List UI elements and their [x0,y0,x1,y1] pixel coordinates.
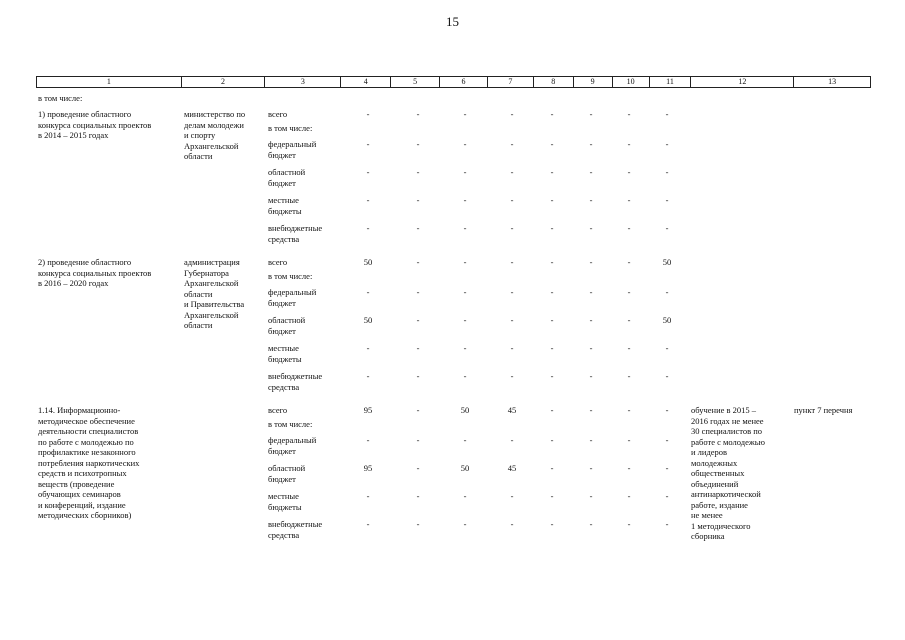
funding-value-cell: - [589,109,593,119]
funding-value-cell: - [510,257,514,267]
funding-value-cell: - [627,435,631,445]
funding-value-cell: - [366,109,370,119]
item-title-line: и конференций, издание [38,499,126,510]
executor-line: Архангельской [184,140,239,151]
funding-value-cell: - [589,287,593,297]
item-title-line: потребления наркотических [38,457,140,468]
funding-value-cell: - [416,287,420,297]
funding-value-cell: - [510,343,514,353]
funding-source-label: федеральный [268,287,317,297]
funding-value-cell: - [589,371,593,381]
funding-value-cell: - [463,371,467,381]
funding-value-cell: - [510,167,514,177]
funding-value-cell: - [510,223,514,233]
funding-value-cell: - [627,257,631,267]
funding-source-label: местные [268,491,299,501]
funding-source-label: всего [268,109,288,119]
funding-value-cell: - [665,139,669,149]
funding-source-label: бюджеты [268,205,302,216]
funding-value-cell: - [416,519,420,529]
funding-source-label: всего [268,257,288,267]
funding-value-cell: - [463,257,467,267]
funding-value-cell: - [665,519,669,529]
result-line: молодежных [691,457,738,468]
funding-source-label: в том числе: [268,123,313,133]
funding-value-cell: - [627,491,631,501]
funding-value-cell: - [627,167,631,177]
executor-line: области [184,151,213,161]
funding-value-cell: - [416,371,420,381]
funding-value-cell: 50 [662,315,672,325]
funding-source-label: средства [268,529,300,540]
funding-value-cell: - [665,109,669,119]
funding-value-cell: - [550,167,554,177]
funding-value-cell: 50 [363,257,373,267]
funding-value-cell: - [627,343,631,353]
funding-value-cell: - [665,167,669,177]
executor-line: администрация [184,257,240,267]
funding-value-cell: - [463,195,467,205]
funding-value-cell: - [366,223,370,233]
result-line: 30 специалистов по [691,426,763,436]
funding-value-cell: - [550,463,554,473]
funding-value-cell: - [665,435,669,445]
funding-value-cell: - [463,343,467,353]
funding-value-cell: - [589,435,593,445]
item-title-line: 2) проведение областного [38,257,132,267]
funding-value-cell: - [366,343,370,353]
funding-value-cell: - [627,223,631,233]
item-title-line: по работе с молодежью по [38,436,134,447]
funding-value-cell: - [627,287,631,297]
funding-source-label: областной [268,315,306,325]
funding-value-cell: 50 [460,463,470,473]
funding-value-cell: - [416,223,420,233]
funding-value-cell: - [463,519,467,529]
funding-value-cell: - [510,371,514,381]
funding-source-label: средства [268,381,300,392]
page-number: 15 [446,14,459,29]
item-title-line: в 2014 – 2015 годах [38,130,109,140]
funding-value-cell: - [463,109,467,119]
funding-value-cell: - [416,463,420,473]
result-line: 1 методического [691,520,751,531]
funding-value-cell: - [589,315,593,325]
funding-source-label: местные [268,195,299,205]
funding-value-cell: - [665,371,669,381]
funding-value-cell: - [416,139,420,149]
funding-value-cell: - [550,343,554,353]
result-line: и лидеров [691,447,728,457]
funding-source-label: в том числе: [268,271,313,281]
funding-value-cell: - [627,405,631,415]
funding-value-cell: 95 [363,405,373,415]
header-col-11: 11 [650,77,692,87]
funding-value-cell: - [550,195,554,205]
funding-value-cell: - [550,371,554,381]
result-line: обучение в 2015 – [691,405,757,415]
result-line: объединений [691,478,739,489]
funding-value-cell: - [550,287,554,297]
funding-value-cell: - [463,315,467,325]
funding-value-cell: - [463,223,467,233]
funding-value-cell: - [366,167,370,177]
header-col-2: 2 [182,77,266,87]
funding-value-cell: - [589,343,593,353]
funding-value-cell: - [416,405,420,415]
funding-value-cell: - [550,257,554,267]
executor-line: области [184,320,213,330]
funding-value-cell: - [416,257,420,267]
funding-value-cell: - [627,519,631,529]
header-col-13: 13 [828,77,837,86]
funding-value-cell: - [665,463,669,473]
item-title-line: конкурса социальных проектов [38,119,152,130]
item-title-line: 1) проведение областного [38,109,132,119]
funding-source-label: бюджет [268,445,296,456]
result-line: сборника [691,531,725,541]
funding-source-label: бюджет [268,325,296,336]
funding-value-cell: - [510,315,514,325]
funding-value-cell: - [550,491,554,501]
funding-value-cell: - [665,491,669,501]
header-col-12: 12 [691,77,794,87]
result-line: работе, издание [691,499,748,510]
executor-line: Губернатора [184,267,229,278]
funding-value-cell: - [463,167,467,177]
table-header-row [36,76,871,88]
funding-source-label: бюджет [268,473,296,484]
funding-value-cell: - [589,463,593,473]
header-col-8: 8 [534,77,574,87]
intro-label: в том числе: [38,93,83,103]
funding-value-cell: - [463,435,467,445]
funding-value-cell: - [463,287,467,297]
funding-value-cell: - [366,519,370,529]
funding-value-cell: - [627,371,631,381]
result-line: 2016 годах не менее [691,415,764,426]
funding-value-cell: 50 [662,257,672,267]
funding-value-cell: - [366,139,370,149]
funding-source-label: внебюджетные [268,223,323,233]
funding-value-cell: - [550,109,554,119]
funding-source-label: бюджеты [268,353,302,364]
item-title-line: средств и психотропных [38,468,127,478]
funding-value-cell: - [510,109,514,119]
executor-line: и Правительства [184,299,245,309]
item-title-line: веществ (проведение [38,478,115,489]
header-col-6: 6 [440,77,488,87]
executor-line: области [184,288,213,299]
funding-value-cell: - [665,343,669,353]
item-title-line: методических сборников) [38,510,132,520]
item-title-line: профилактике незаконного [38,447,136,457]
funding-value-cell: - [550,435,554,445]
funding-value-cell: 50 [460,405,470,415]
funding-value-cell: - [589,139,593,149]
funding-value-cell: - [366,435,370,445]
funding-value-cell: - [463,491,467,501]
funding-value-cell: - [550,223,554,233]
funding-value-cell: - [665,195,669,205]
header-col-7: 7 [488,77,534,87]
header-col-10: 10 [613,77,650,87]
funding-value-cell: - [589,257,593,267]
funding-value-cell: 45 [507,463,517,473]
funding-value-cell: - [510,287,514,297]
funding-value-cell: - [550,519,554,529]
header-col-4: 4 [341,77,391,87]
executor-line: и спорту [184,130,216,140]
funding-value-cell: - [510,195,514,205]
funding-source-label: областной [268,463,306,473]
funding-source-label: федеральный [268,139,317,149]
funding-value-cell: - [589,167,593,177]
funding-source-label: внебюджетные [268,519,323,529]
funding-value-cell: - [366,371,370,381]
funding-value-cell: - [366,287,370,297]
reference-cell: пункт 7 перечня [794,405,853,415]
executor-line: Архангельской [184,309,239,320]
funding-value-cell: - [510,139,514,149]
item-title-line: 1.14. Информационно- [38,405,121,415]
funding-source-label: внебюджетные [268,371,323,381]
funding-value-cell: - [416,195,420,205]
funding-value-cell: - [627,139,631,149]
funding-source-label: местные [268,343,299,353]
header-col-3: 3 [265,77,341,87]
item-title-line: обучающих семинаров [38,489,121,499]
funding-value-cell: - [510,435,514,445]
header-col-1: 1 [37,77,182,87]
funding-value-cell: - [463,139,467,149]
funding-value-cell: - [589,519,593,529]
funding-source-label: в том числе: [268,419,313,429]
executor-line: Архангельской [184,278,239,288]
funding-source-label: бюджеты [268,501,302,512]
funding-value-cell: 45 [507,405,517,415]
funding-value-cell: - [416,491,420,501]
result-line: антинаркотической [691,489,761,499]
funding-source-label: всего [268,405,288,415]
funding-source-label: бюджет [268,177,296,188]
funding-value-cell: 95 [363,463,373,473]
funding-value-cell: - [665,405,669,415]
funding-value-cell: - [589,223,593,233]
header-col-5: 5 [391,77,440,87]
funding-value-cell: - [510,519,514,529]
funding-value-cell: - [416,109,420,119]
funding-value-cell: - [366,195,370,205]
funding-value-cell: - [627,195,631,205]
funding-source-label: бюджет [268,149,296,160]
funding-value-cell: - [627,315,631,325]
funding-value-cell: - [589,195,593,205]
result-line: работе с молодежью [691,436,765,447]
funding-value-cell: - [550,139,554,149]
funding-value-cell: - [550,315,554,325]
funding-value-cell: 50 [363,315,373,325]
result-line: общественных [691,468,745,478]
executor-line: делам молодежи [184,119,244,130]
funding-value-cell: - [665,223,669,233]
funding-source-label: бюджет [268,297,296,308]
funding-value-cell: - [416,435,420,445]
funding-value-cell: - [416,315,420,325]
funding-value-cell: - [510,491,514,501]
funding-value-cell: - [416,343,420,353]
funding-value-cell: - [416,167,420,177]
item-title-line: деятельности специалистов [38,426,139,436]
executor-line: министерство по [184,109,246,119]
funding-value-cell: - [550,405,554,415]
header-col-9: 9 [574,77,613,87]
funding-value-cell: - [366,491,370,501]
funding-source-label: средства [268,233,300,244]
funding-value-cell: - [627,109,631,119]
result-line: не менее [691,510,723,520]
funding-source-label: областной [268,167,306,177]
funding-value-cell: - [589,405,593,415]
item-title-line: конкурса социальных проектов [38,267,152,278]
item-title-line: в 2016 – 2020 годах [38,278,109,288]
funding-value-cell: - [627,463,631,473]
funding-source-label: федеральный [268,435,317,445]
funding-value-cell: - [665,287,669,297]
item-title-line: методическое обеспечение [38,415,135,426]
funding-value-cell: - [589,491,593,501]
